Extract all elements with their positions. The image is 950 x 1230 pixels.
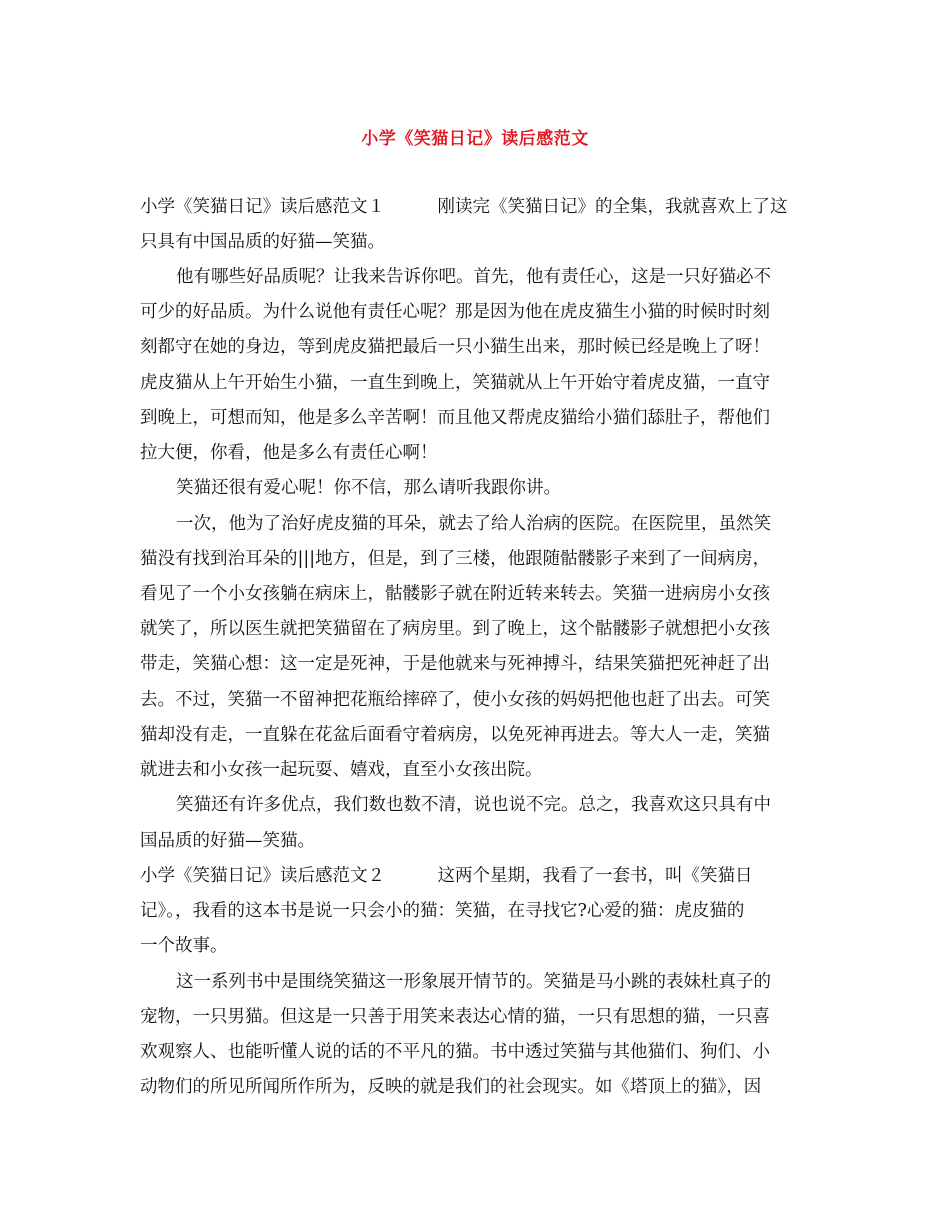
- text-line: 动物们的所见所闻所作所为，反映的就是我们的社会现实。如《塔顶上的猫》，因: [140, 1077, 762, 1097]
- text-line: 一次，他为了治好虎皮猫的耳朵，就去了给人治病的医院。在医院里，虽然笑: [176, 514, 771, 534]
- text-line: 欢观察人、也能听懂人说的话的不平凡的猫。书中透过笑猫与其他猫们、狗们、小: [140, 1042, 770, 1062]
- text-line: 猫没有找到治耳朵的|||地方，但是，到了三楼，他跟随骷髅影子来到了一间病房，: [140, 549, 771, 569]
- text-line: 国品质的好猫—笑猫。: [140, 831, 315, 851]
- text-line: 带走，笑猫心想：这一定是死神，于是他就来与死神搏斗，结果笑猫把死神赶了出: [140, 654, 770, 674]
- text-line: 宠物，一只男猫。但这是一只善于用笑来表达心情的猫，一只有思想的猫，一只喜: [140, 1007, 770, 1027]
- text-line: 一个故事。: [140, 936, 228, 956]
- text-line: 就笑了，所以医生就把笑猫留在了病房里。到了晚上，这个骷髅影子就想把小女孩: [140, 619, 770, 639]
- text-line: 笑猫还很有爱心呢！你不信，那么请听我跟你讲。: [176, 478, 561, 498]
- text-line: 虎皮猫从上午开始生小猫，一直生到晚上，笑猫就从上午开始守着虎皮猫，一直守: [140, 373, 770, 393]
- text-line: 看见了一个小女孩躺在病床上，骷髅影子就在附近转来转去。笑猫一进病房小女孩: [140, 584, 770, 604]
- text-line: 记》。，我看的这本书是说一只会小的猫：笑猫，在寻找它?心爱的猫：虎皮猫的: [140, 901, 745, 921]
- text-line: 去。不过，笑猫一不留神把花瓶给摔碎了，使小女孩的妈妈把他也赶了出去。可笑: [140, 690, 770, 710]
- text-line: 拉大便，你看，他是多么有责任心啊！: [140, 443, 438, 463]
- text-line: 到晚上，可想而知，他是多么辛苦啊！而且他又帮虎皮猫给小猫们舔肚子，帮他们: [140, 408, 770, 428]
- text-line: 笑猫还有许多优点，我们数也数不清，说也说不完。总之，我喜欢这只具有中: [176, 795, 771, 815]
- text-line: 小学《笑猫日记》读后感范文２ 这两个星期，我看了一套书，叫《笑猫日: [140, 866, 753, 886]
- text-line: 只具有中国品质的好猫—笑猫。: [140, 232, 385, 252]
- text-line: 这一系列书中是围绕笑猫这一形象展开情节的。笑猫是马小跳的表妹杜真子的: [176, 972, 771, 992]
- document-title: 小学《笑猫日记》读后感范文: [361, 129, 589, 149]
- text-line: 他有哪些好品质呢？让我来告诉你吧。首先，他有责任心，这是一只好猫必不: [176, 267, 771, 287]
- text-line: 刻都守在她的身边，等到虎皮猫把最后一只小猫生出来，那时候已经是晚上了呀！: [140, 337, 770, 357]
- text-line: 小学《笑猫日记》读后感范文１ 刚读完《笑猫日记》的全集，我就喜欢上了这: [140, 197, 788, 217]
- text-line: 猫却没有走，一直躲在花盆后面看守着病房，以免死神再进去。等大人一走，笑猫: [140, 725, 770, 745]
- text-line: 就进去和小女孩一起玩耍、嬉戏，直至小女孩出院。: [140, 760, 543, 780]
- text-line: 可少的好品质。为什么说他有责任心呢？那是因为他在虎皮猫生小猫的时候时时刻: [140, 302, 770, 322]
